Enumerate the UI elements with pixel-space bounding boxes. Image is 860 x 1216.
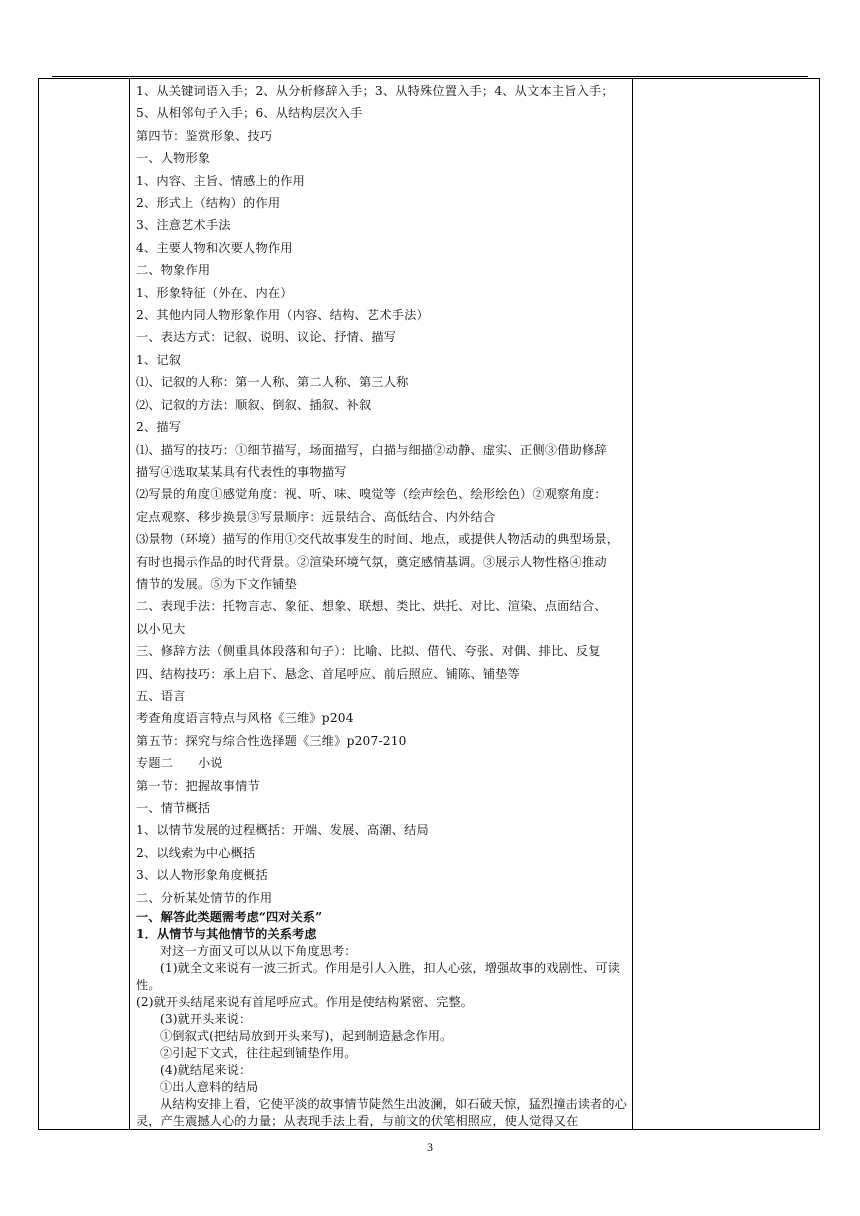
text-line: ⑴、描写的技巧：①细节描写，场面描写，白描与细描②动静、虚实、正侧③借助修辞 bbox=[136, 442, 607, 457]
text-line: 1、从关键词语入手；2、从分析修辞入手；3、从特殊位置入手；4、从文本主旨入手； bbox=[136, 84, 614, 98]
guide-point-3a: ①倒叙式(把结局放到开头来写)，起到制造悬念作用。 bbox=[160, 1029, 453, 1044]
text-line: 一、表达方式：记叙、说明、议论、抒情、描写 bbox=[136, 330, 397, 345]
text-line: 二、表现手法：托物言志、象征、想象、联想、类比、烘托、对比、渲染、点面结合、 bbox=[136, 599, 607, 614]
text-line: 第一节：把握故事情节 bbox=[136, 778, 260, 793]
text-line: 1、以情节发展的过程概括：开端、发展、高潮、结局 bbox=[136, 823, 429, 838]
text-line: 描写④选取某某具有代表性的事物描写 bbox=[136, 464, 347, 479]
text-line: 定点观察、移步换景③写景顺序：远景结合、高低结合、内外结合 bbox=[136, 509, 496, 524]
guide-subheading: 1．从情节与其他情节的关系考虑 bbox=[136, 927, 317, 942]
text-line: 第四节：鉴赏形象、技巧 bbox=[136, 128, 273, 143]
text-line: 四、结构技巧：承上启下、悬念、首尾呼应、前后照应、铺陈、铺垫等 bbox=[136, 666, 521, 681]
guide-point-2: (2)就开头结尾来说有首尾呼应式。作用是使结构紧密、完整。 bbox=[136, 995, 474, 1010]
guide-point-4a: ①出人意料的结局 bbox=[160, 1080, 259, 1095]
text-line: 1、记叙 bbox=[136, 352, 182, 367]
page-number: 3 bbox=[427, 1140, 433, 1154]
text-line: 专题二 小说 bbox=[136, 756, 223, 771]
text-line: 以小见大 bbox=[136, 621, 186, 636]
main-content-cell bbox=[136, 80, 628, 1128]
guide-point-3b: ②引起下文式，往往起到铺垫作用。 bbox=[160, 1046, 357, 1061]
text-line: 有时也揭示作品的时代背景。②渲染环境气氛，奠定感情基调。③展示人物性格④推动 bbox=[136, 554, 607, 569]
text-line: 1、内容、主旨、情感上的作用 bbox=[136, 173, 305, 188]
text-line: ⑴、记叙的人称：第一人称、第二人称、第三人称 bbox=[136, 375, 409, 390]
guide-point-4: (4)就结尾来说： bbox=[160, 1063, 252, 1078]
guide-heading: 一、解答此类题需考虑“四对关系” bbox=[136, 910, 323, 925]
text-line: ⑶景物（环境）描写的作用①交代故事发生的时间、地点，或提供人物活动的典型场景， bbox=[136, 532, 620, 547]
right-column-cell bbox=[632, 78, 820, 1130]
guide-point-1: (1)就全文来说有一波三折式。作用是引人入胜，扣人心弦，增强故事的戏剧性、可读性。 bbox=[136, 961, 620, 993]
text-line: 考查角度语言特点与风格《三维》p204 bbox=[136, 711, 354, 726]
text-line: 4、主要人物和次要人物作用 bbox=[136, 240, 293, 255]
text-line: 第五节：探究与综合性选择题《三维》p207-210 bbox=[136, 733, 407, 748]
notes-list bbox=[136, 80, 628, 909]
text-line: 2、其他内同人物形象作用（内容、结构、艺术手法） bbox=[136, 308, 429, 323]
text-line: 三、修辞方法（侧重具体段落和句子）：比喻、比拟、借代、夸张、对偶、排比、反复 bbox=[136, 644, 601, 659]
text-line: ⑵写景的角度①感觉角度：视、听、味、嗅觉等（绘声绘色、绘形绘色）②观察角度： bbox=[136, 487, 607, 502]
guide-paragraph: 从结构安排上看，它使平淡的故事情节陡然生出波澜，如石破天惊，猛烈撞击读者的心灵，产生震撼人心的力量；从表现手法上看，与前文的伏笔相照应，使人觉得又在 bbox=[136, 1097, 627, 1128]
answer-guide bbox=[136, 909, 628, 1128]
text-line: 一、人物形象 bbox=[136, 151, 211, 166]
text-line: 1、形象特征（外在、内在） bbox=[136, 285, 293, 300]
text-line: 3、以人物形象角度概括 bbox=[136, 868, 268, 883]
text-line: ⑵、记叙的方法：顺叙、倒叙、插叙、补叙 bbox=[136, 397, 372, 412]
text-line: 2、形式上（结构）的作用 bbox=[136, 196, 281, 211]
text-line: 5、从相邻句子入手；6、从结构层次入手 bbox=[136, 106, 363, 121]
text-line: 一、情节概括 bbox=[136, 801, 211, 815]
text-line: 情节的发展。⑤为下文作铺垫 bbox=[136, 576, 298, 591]
text-line: 二、物象作用 bbox=[136, 263, 211, 278]
left-column-cell bbox=[38, 78, 130, 1130]
text-line: 二、分析某处情节的作用 bbox=[136, 890, 273, 905]
guide-point-3: (3)就开头来说： bbox=[160, 1012, 252, 1027]
text-line: 2、以线索为中心概括 bbox=[136, 845, 256, 860]
guide-intro: 对这一方面又可以从以下角度思考： bbox=[160, 944, 357, 959]
text-line: 3、注意艺术手法 bbox=[136, 218, 231, 233]
header-rule bbox=[52, 76, 808, 77]
text-line: 五、语言 bbox=[136, 688, 186, 703]
text-line: 2、描写 bbox=[136, 420, 182, 435]
